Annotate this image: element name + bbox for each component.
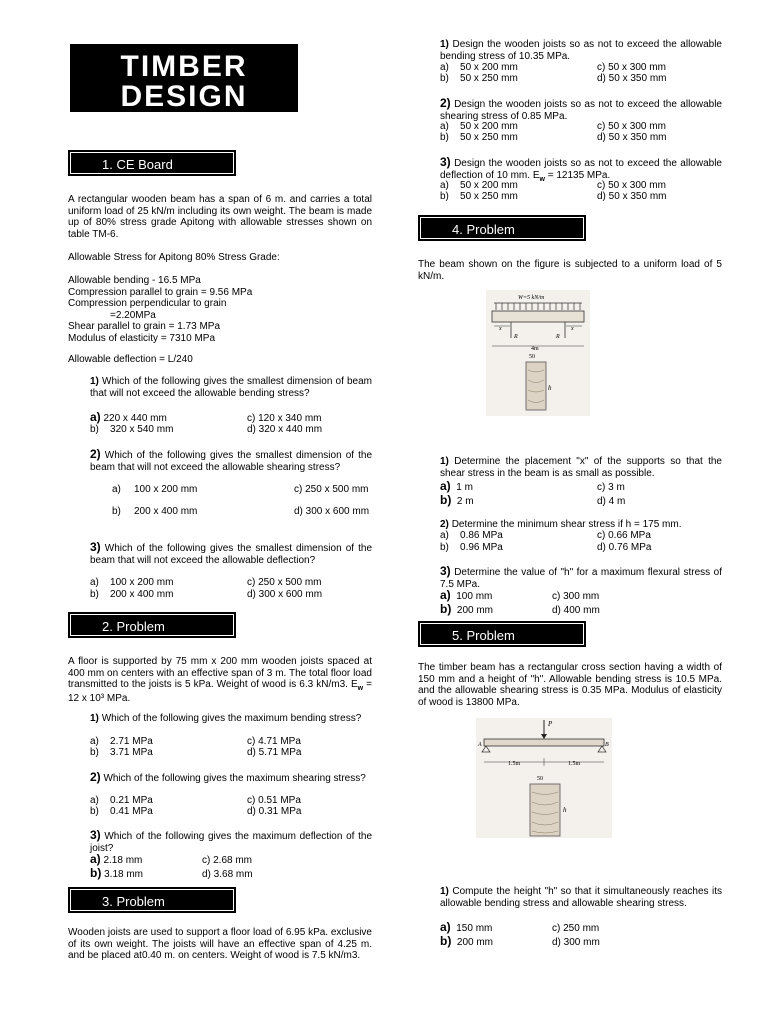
s2-intro xyxy=(68,656,372,705)
option-a: 100 x 200 mm xyxy=(110,577,174,588)
option-b-letter: b) xyxy=(440,73,449,84)
option-c: c) 50 x 300 mm xyxy=(597,180,666,191)
option-d: d) 0.76 MPa xyxy=(597,542,652,553)
option-a: 0.86 MPa xyxy=(460,530,503,541)
option-a-letter: a) xyxy=(440,920,451,934)
document-title xyxy=(70,44,298,112)
option-c: c) 2.68 mm xyxy=(202,855,253,866)
fig-span-1-label: 1.5m xyxy=(508,761,521,767)
s1-table-title: Allowable Stress for Apitong 80% Stress Grade: xyxy=(68,252,280,263)
s1-question-3 xyxy=(90,541,372,566)
question-number: 1) xyxy=(90,713,99,724)
option-b: 320 x 540 mm xyxy=(110,424,174,435)
s2-question-2 xyxy=(90,771,372,785)
option-d: d) 300 x 600 mm xyxy=(294,506,370,517)
s1-question-2 xyxy=(90,448,372,473)
question-number: 1) xyxy=(440,456,449,467)
option-a-letter: a) xyxy=(440,530,449,541)
s4-q3-options xyxy=(440,589,722,617)
option-c: c) 50 x 300 mm xyxy=(597,62,666,73)
option-a: 150 mm xyxy=(456,923,493,934)
fig-span-label: 4m xyxy=(531,346,539,352)
s1-q2-options xyxy=(112,484,372,532)
s4-question-1 xyxy=(440,456,722,479)
s3-question-2 xyxy=(440,97,722,122)
s2-q2-options xyxy=(90,795,372,821)
option-b: 200 x 400 mm xyxy=(134,506,198,517)
question-number: 1) xyxy=(90,376,99,387)
option-c: c) 120 x 340 mm xyxy=(247,413,322,424)
s5-beam-figure xyxy=(476,718,612,838)
option-d: d) 50 x 350 mm xyxy=(597,73,667,84)
option-b-letter: b) xyxy=(112,506,121,517)
fig-reaction-left: R xyxy=(514,334,518,340)
question-text: Which of the following gives the maximum deflection of the joist? xyxy=(90,831,373,854)
option-d: d) 3.68 mm xyxy=(202,869,253,880)
question-text-end: = 12135 MPa. xyxy=(544,169,611,181)
s2-intro-end: = 12 x 10³ MPa. xyxy=(68,679,372,705)
fig-cross-section xyxy=(530,784,560,836)
s5-intro: The timber beam has a rectangular cross section having a width of 150 mm and a height of "h". Allowable bending stress is 10.5 MPa. and the allowable shearing stress is 0.35 MPa. Modulus of elasticity of wood is 13800 MPa. xyxy=(418,662,722,708)
question-text: Design the wooden joists so as not to exceed the allowable shearing stress of 0.85 MPa. xyxy=(440,99,722,122)
option-a-letter: a) xyxy=(90,852,101,866)
fig-load-label: W=5 kN/m xyxy=(518,295,545,301)
option-b-letter: b) xyxy=(440,191,449,202)
option-d: d) 50 x 350 mm xyxy=(597,132,667,143)
s2-intro-text: A floor is supported by 75 mm x 200 mm wooden joists spaced at 400 mm on centers with an effective span of 3 m. The total floor load transmitted to the joists is 5 kPa. Weight of wood is 6.3 kN/m3. E xyxy=(68,656,372,690)
option-b-letter: b) xyxy=(440,602,452,616)
s1-deflection: Allowable deflection = L/240 xyxy=(68,354,193,365)
s2-q1-options xyxy=(90,736,372,762)
option-c: c) 250 x 500 mm xyxy=(247,577,322,588)
fig-x-left: x xyxy=(499,326,502,332)
option-b-letter: b) xyxy=(440,934,452,948)
option-c: c) 3 m xyxy=(597,482,625,493)
question-text: Which of the following gives the maximum shearing stress? xyxy=(103,773,366,784)
option-c: c) 0.66 MPa xyxy=(597,530,651,541)
prop-shear: Shear parallel to grain = 1.73 MPa xyxy=(68,321,221,332)
option-d: d) 5.71 MPa xyxy=(247,747,302,758)
option-d: d) 4 m xyxy=(597,496,626,507)
option-c: c) 300 mm xyxy=(552,591,600,602)
question-text: Compute the height "h" so that it simultaneously reaches its allowable bending stress and allowable shearing stress. xyxy=(440,886,722,909)
s3-q2-options xyxy=(440,121,722,145)
question-text: Design the wooden joists so as not to exceed the allowable bending stress of 10.35 MPa. xyxy=(440,39,722,62)
option-a-letter: a) xyxy=(90,795,99,806)
option-b-letter: b) xyxy=(440,542,449,553)
title-line-1: TIMBER xyxy=(120,50,248,83)
fig-x-right: x xyxy=(571,326,574,332)
prop-comp-perp-value: =2.20MPa xyxy=(110,309,156,321)
s4-intro: The beam shown on the figure is subjected to a uniform load of 5 kN/m. xyxy=(418,259,722,282)
s1-intro: A rectangular wooden beam has a span of 6 m. and carries a total uniform load of 25 kN/m including its own weight. The beam is made up of 80% stress grade Apitong with allowable stresses shown on table TM-6. xyxy=(68,194,372,240)
s3-intro: Wooden joists are used to support a floor load of 6.95 kPa. exclusive of its own weight. The joists will have an effective span of 4.25 m. and be placed at0.40 m. on centers. Weight of wood is 7.5 kN/m3. xyxy=(68,927,372,961)
prop-bending: Allowable bending - 16.5 MPa xyxy=(68,275,201,286)
s1-properties xyxy=(68,275,372,344)
option-b-letter: b) xyxy=(90,747,99,758)
option-d: d) 0.31 MPa xyxy=(247,806,302,817)
question-text: Determine the minimum shear stress if h = 175 mm. xyxy=(451,519,682,530)
question-text: Determine the value of "h" for a maximum flexural stress of 7.5 MPa. xyxy=(440,567,722,590)
section-heading-problem-5: 5. Problem xyxy=(418,621,586,647)
option-b: 200 mm xyxy=(456,605,494,616)
title-line-2: DESIGN xyxy=(120,80,248,112)
question-number: 1) xyxy=(440,39,449,50)
option-d: d) 300 mm xyxy=(552,937,600,948)
s4-beam-figure xyxy=(486,290,590,416)
question-text: Which of the following gives the maximum bending stress? xyxy=(101,713,362,724)
option-b-letter: b) xyxy=(440,493,452,507)
option-b-letter: b) xyxy=(90,589,99,600)
question-number: 3) xyxy=(440,564,451,578)
s3-q3-options xyxy=(440,180,722,204)
fig-height-label: h xyxy=(548,384,552,392)
option-a-letter: a) xyxy=(112,484,121,495)
fig-height-label: h xyxy=(563,806,567,814)
option-b: 200 x 400 mm xyxy=(110,589,174,600)
option-d: d) 320 x 440 mm xyxy=(247,424,323,435)
fig-load-p-label: P xyxy=(548,720,553,728)
option-d: d) 400 mm xyxy=(552,605,600,616)
option-a: 100 mm xyxy=(456,591,493,602)
option-a: 2.71 MPa xyxy=(110,736,153,747)
option-b: 0.41 MPa xyxy=(110,806,153,817)
option-b: 50 x 250 mm xyxy=(460,73,518,84)
option-b: 3.18 mm xyxy=(104,869,144,880)
option-b: 3.71 MPa xyxy=(110,747,153,758)
option-a-letter: a) xyxy=(90,736,99,747)
section-heading-problem-4: 4. Problem xyxy=(418,215,586,241)
option-d: d) 300 x 600 mm xyxy=(247,589,323,600)
section-heading-problem-3: 3. Problem xyxy=(68,887,236,913)
option-a-letter: a) xyxy=(440,121,449,132)
option-c: c) 250 mm xyxy=(552,923,600,934)
option-c: c) 50 x 300 mm xyxy=(597,121,666,132)
fig-span-2-label: 1.5m xyxy=(568,761,581,767)
option-a: 2.18 mm xyxy=(103,855,143,866)
option-a-letter: a) xyxy=(90,410,101,424)
s1-q3-options xyxy=(90,577,372,603)
section-heading-ce-board: 1. CE Board xyxy=(68,150,236,176)
question-text: Which of the following gives the smallest dimension of the beam that will not exceed the allowable deflection? xyxy=(90,543,373,566)
question-number: 2) xyxy=(90,770,101,784)
question-text: Determine the placement "x" of the supports so that the shear stress in the beam is as small as possible. xyxy=(440,456,722,479)
question-text: Which of the following gives the smallest dimension of beam that will not exceed the allowable bending stress? xyxy=(90,376,373,399)
option-b: 50 x 250 mm xyxy=(460,132,518,143)
option-b: 0.96 MPa xyxy=(460,542,503,553)
fig-reaction-right: R xyxy=(556,334,560,340)
question-text: Which of the following gives the smallest dimension of the beam that will not exceed the allowable shearing stress? xyxy=(90,450,373,473)
option-a: 50 x 200 mm xyxy=(460,121,518,132)
s2-question-1 xyxy=(90,713,372,725)
fig-beam xyxy=(484,739,604,746)
s1-q1-options xyxy=(90,411,372,437)
prop-comp-parallel: Compression parallel to grain = 9.56 MPa xyxy=(68,286,253,298)
option-b: 200 mm xyxy=(456,937,494,948)
question-number: 2) xyxy=(440,96,451,110)
question-number: 2) xyxy=(440,519,449,530)
s2-q3-options xyxy=(90,853,372,883)
question-number: 3) xyxy=(90,828,101,842)
question-sub: w xyxy=(539,175,545,183)
option-a: 50 x 200 mm xyxy=(460,62,518,73)
prop-modulus: Modulus of elasticity = 7310 MPa xyxy=(68,332,216,344)
fig-cross-section xyxy=(526,362,546,410)
option-c: c) 0.51 MPa xyxy=(247,795,301,806)
option-b-letter: b) xyxy=(440,132,449,143)
fig-beam xyxy=(492,311,584,322)
option-b-letter: b) xyxy=(90,866,102,880)
option-b: 2 m xyxy=(456,496,474,507)
s4-question-2 xyxy=(440,519,722,531)
s2-question-3 xyxy=(90,829,372,854)
option-a: 1 m xyxy=(456,482,473,493)
s5-question-1 xyxy=(440,886,722,909)
question-text: Design the wooden joists so as not to exceed the allowable deflection of 10 mm. E xyxy=(440,158,722,181)
s5-q1-options xyxy=(440,921,722,949)
fig-width-label: 50 xyxy=(529,354,535,360)
s1-question-1 xyxy=(90,376,372,399)
prop-comp-perp: Compression perpendicular to grain xyxy=(68,298,227,309)
option-a: 50 x 200 mm xyxy=(460,180,518,191)
fig-support-b-label: B xyxy=(605,742,609,748)
question-number: 3) xyxy=(90,540,101,554)
option-c: c) 250 x 500 mm xyxy=(294,484,369,495)
option-a: 100 x 200 mm xyxy=(134,484,198,495)
question-number: 3) xyxy=(440,155,451,169)
section-heading-problem-2: 2. Problem xyxy=(68,612,236,638)
fig-support-a-label: A xyxy=(478,742,482,748)
option-a-letter: a) xyxy=(440,62,449,73)
s3-question-1 xyxy=(440,39,722,62)
question-number: 2) xyxy=(90,447,101,461)
option-a-letter: a) xyxy=(440,180,449,191)
option-a: 220 x 440 mm xyxy=(103,413,167,424)
option-d: d) 50 x 350 mm xyxy=(597,191,667,202)
s4-q2-options xyxy=(440,530,722,554)
option-b-letter: b) xyxy=(90,424,99,435)
option-a: 0.21 MPa xyxy=(110,795,153,806)
option-a-letter: a) xyxy=(440,588,451,602)
fig-width-label: 50 xyxy=(537,776,543,782)
option-a-letter: a) xyxy=(90,577,99,588)
question-number: 1) xyxy=(440,886,449,897)
s3-q1-options xyxy=(440,62,722,86)
option-c: c) 4.71 MPa xyxy=(247,736,301,747)
option-b: 50 x 250 mm xyxy=(460,191,518,202)
s4-q1-options xyxy=(440,480,722,508)
option-a-letter: a) xyxy=(440,479,451,493)
option-b-letter: b) xyxy=(90,806,99,817)
s2-intro-sub: w xyxy=(357,685,364,692)
s4-question-3 xyxy=(440,565,722,590)
